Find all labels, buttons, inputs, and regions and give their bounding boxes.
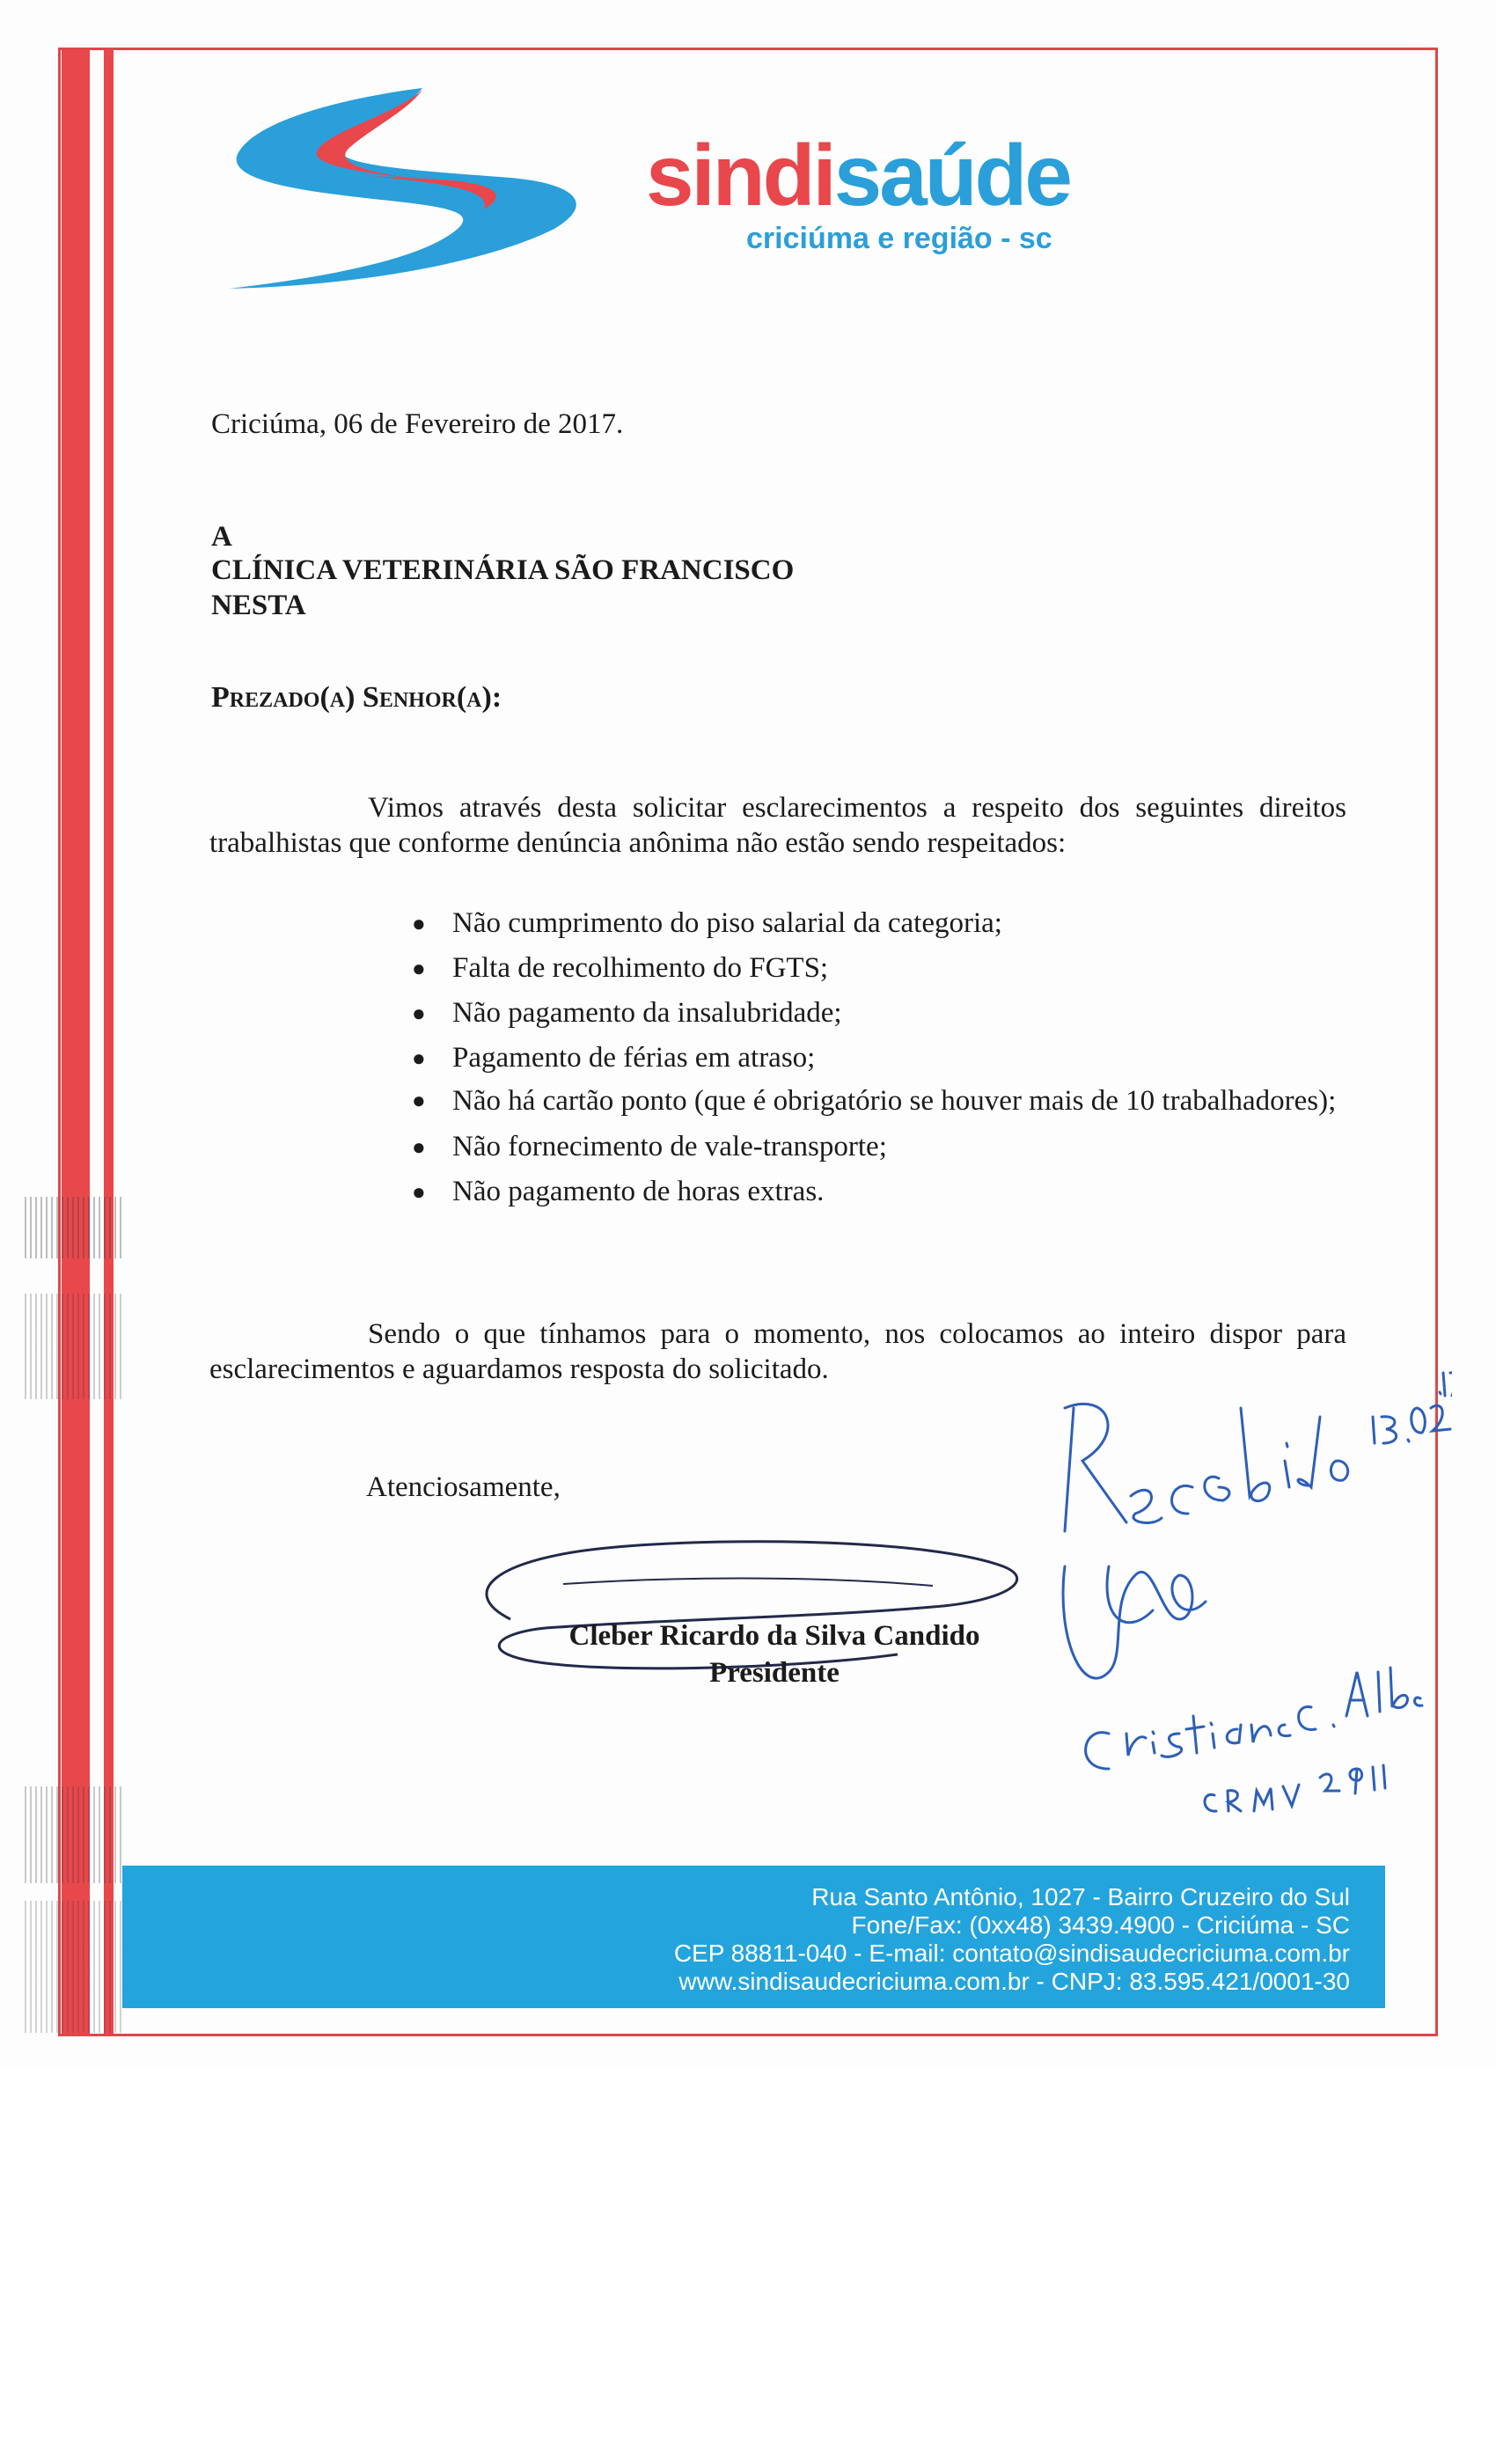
bullet-icon: ● — [412, 911, 426, 936]
sindisaude-swoosh-logo-icon — [220, 70, 625, 299]
footer-contact-bar — [122, 1866, 1385, 2008]
footer-address: Rua Santo Antônio, 1027 - Bairro Cruzeiro do Sul — [811, 1883, 1350, 1910]
bullet-icon: ● — [412, 1001, 426, 1026]
bullet-icon: ● — [412, 1088, 426, 1113]
footer-phone: Fone/Fax: (0xx48) 3439.4900 - Criciúma - SC — [851, 1911, 1350, 1939]
list-item-text: Não há cartão ponto (que é obrigatório se houver mais de 10 trabalhadores); — [452, 1085, 1337, 1117]
complaint-list — [408, 901, 1350, 1214]
list-item — [408, 1036, 1350, 1081]
list-item-text: Não pagamento de horas extras. — [452, 1176, 825, 1207]
footer-contact-text — [674, 1883, 1350, 1996]
signer-block — [519, 1617, 1030, 1691]
list-item-text: Não cumprimento do piso salarial da categoria; — [452, 907, 1002, 939]
list-item — [408, 1170, 1350, 1214]
list-item-text: Pagamento de férias em atraso; — [452, 1042, 816, 1074]
recipient-prefix: A — [211, 521, 232, 553]
salutation: Prezado(a) Senhor(a): — [211, 681, 502, 714]
scan-noise — [25, 1197, 121, 1258]
list-item — [408, 1081, 1350, 1121]
list-item-text: Não fornecimento de vale-transporte; — [452, 1131, 887, 1162]
handwritten-receipt-signature-icon — [1030, 1355, 1452, 1830]
bullet-icon: ● — [412, 956, 426, 981]
brand-wordmark — [646, 127, 1070, 224]
list-item — [408, 991, 1350, 1036]
list-item — [408, 946, 1350, 991]
bullet-icon: ● — [412, 1134, 426, 1160]
intro-paragraph: Vimos através desta solicitar esclarecimentos a respeito dos seguintes direitos trabalhistas que conforme denúncia anônima não estão sendo respeitados: — [209, 792, 1346, 859]
signer-name: Cleber Ricardo da Silva Candido — [568, 1620, 980, 1652]
brand-wordmark-saude: saúde — [833, 127, 1070, 224]
list-item-text: Falta de recolhimento do FGTS; — [452, 952, 829, 984]
brand-subtitle: criciúma e região - sc — [746, 222, 1052, 255]
brand-wordmark-sindi: sindi — [646, 127, 834, 224]
scan-noise — [25, 1901, 121, 2033]
scan-noise — [25, 1786, 121, 1883]
footer-cep-email: CEP 88811-040 - E-mail: contato@sindisaudecriciuma.com.br — [673, 1940, 1350, 1967]
bullet-icon: ● — [412, 1045, 426, 1071]
scan-noise — [25, 1294, 121, 1399]
list-item — [408, 901, 1350, 946]
recipient-location: NESTA — [211, 590, 306, 621]
bullet-icon: ● — [412, 1179, 426, 1205]
farewell: Atenciosamente, — [366, 1471, 561, 1503]
signer-title: Presidente — [709, 1657, 840, 1689]
letter-date: Criciúma, 06 de Fevereiro de 2017. — [211, 408, 624, 440]
list-item — [408, 1125, 1350, 1170]
closing-paragraph: Sendo o que tínhamos para o momento, nos colocamos ao inteiro dispor para esclarecimentos e aguardamos resposta do solicitado. — [209, 1318, 1346, 1385]
recipient-name: CLÍNICA VETERINÁRIA SÃO FRANCISCO — [211, 554, 795, 586]
footer-web-cnpj: www.sindisaudecriciuma.com.br - CNPJ: 83.595.421/0001-30 — [678, 1968, 1350, 1995]
list-item-text: Não pagamento da insalubridade; — [452, 997, 842, 1029]
